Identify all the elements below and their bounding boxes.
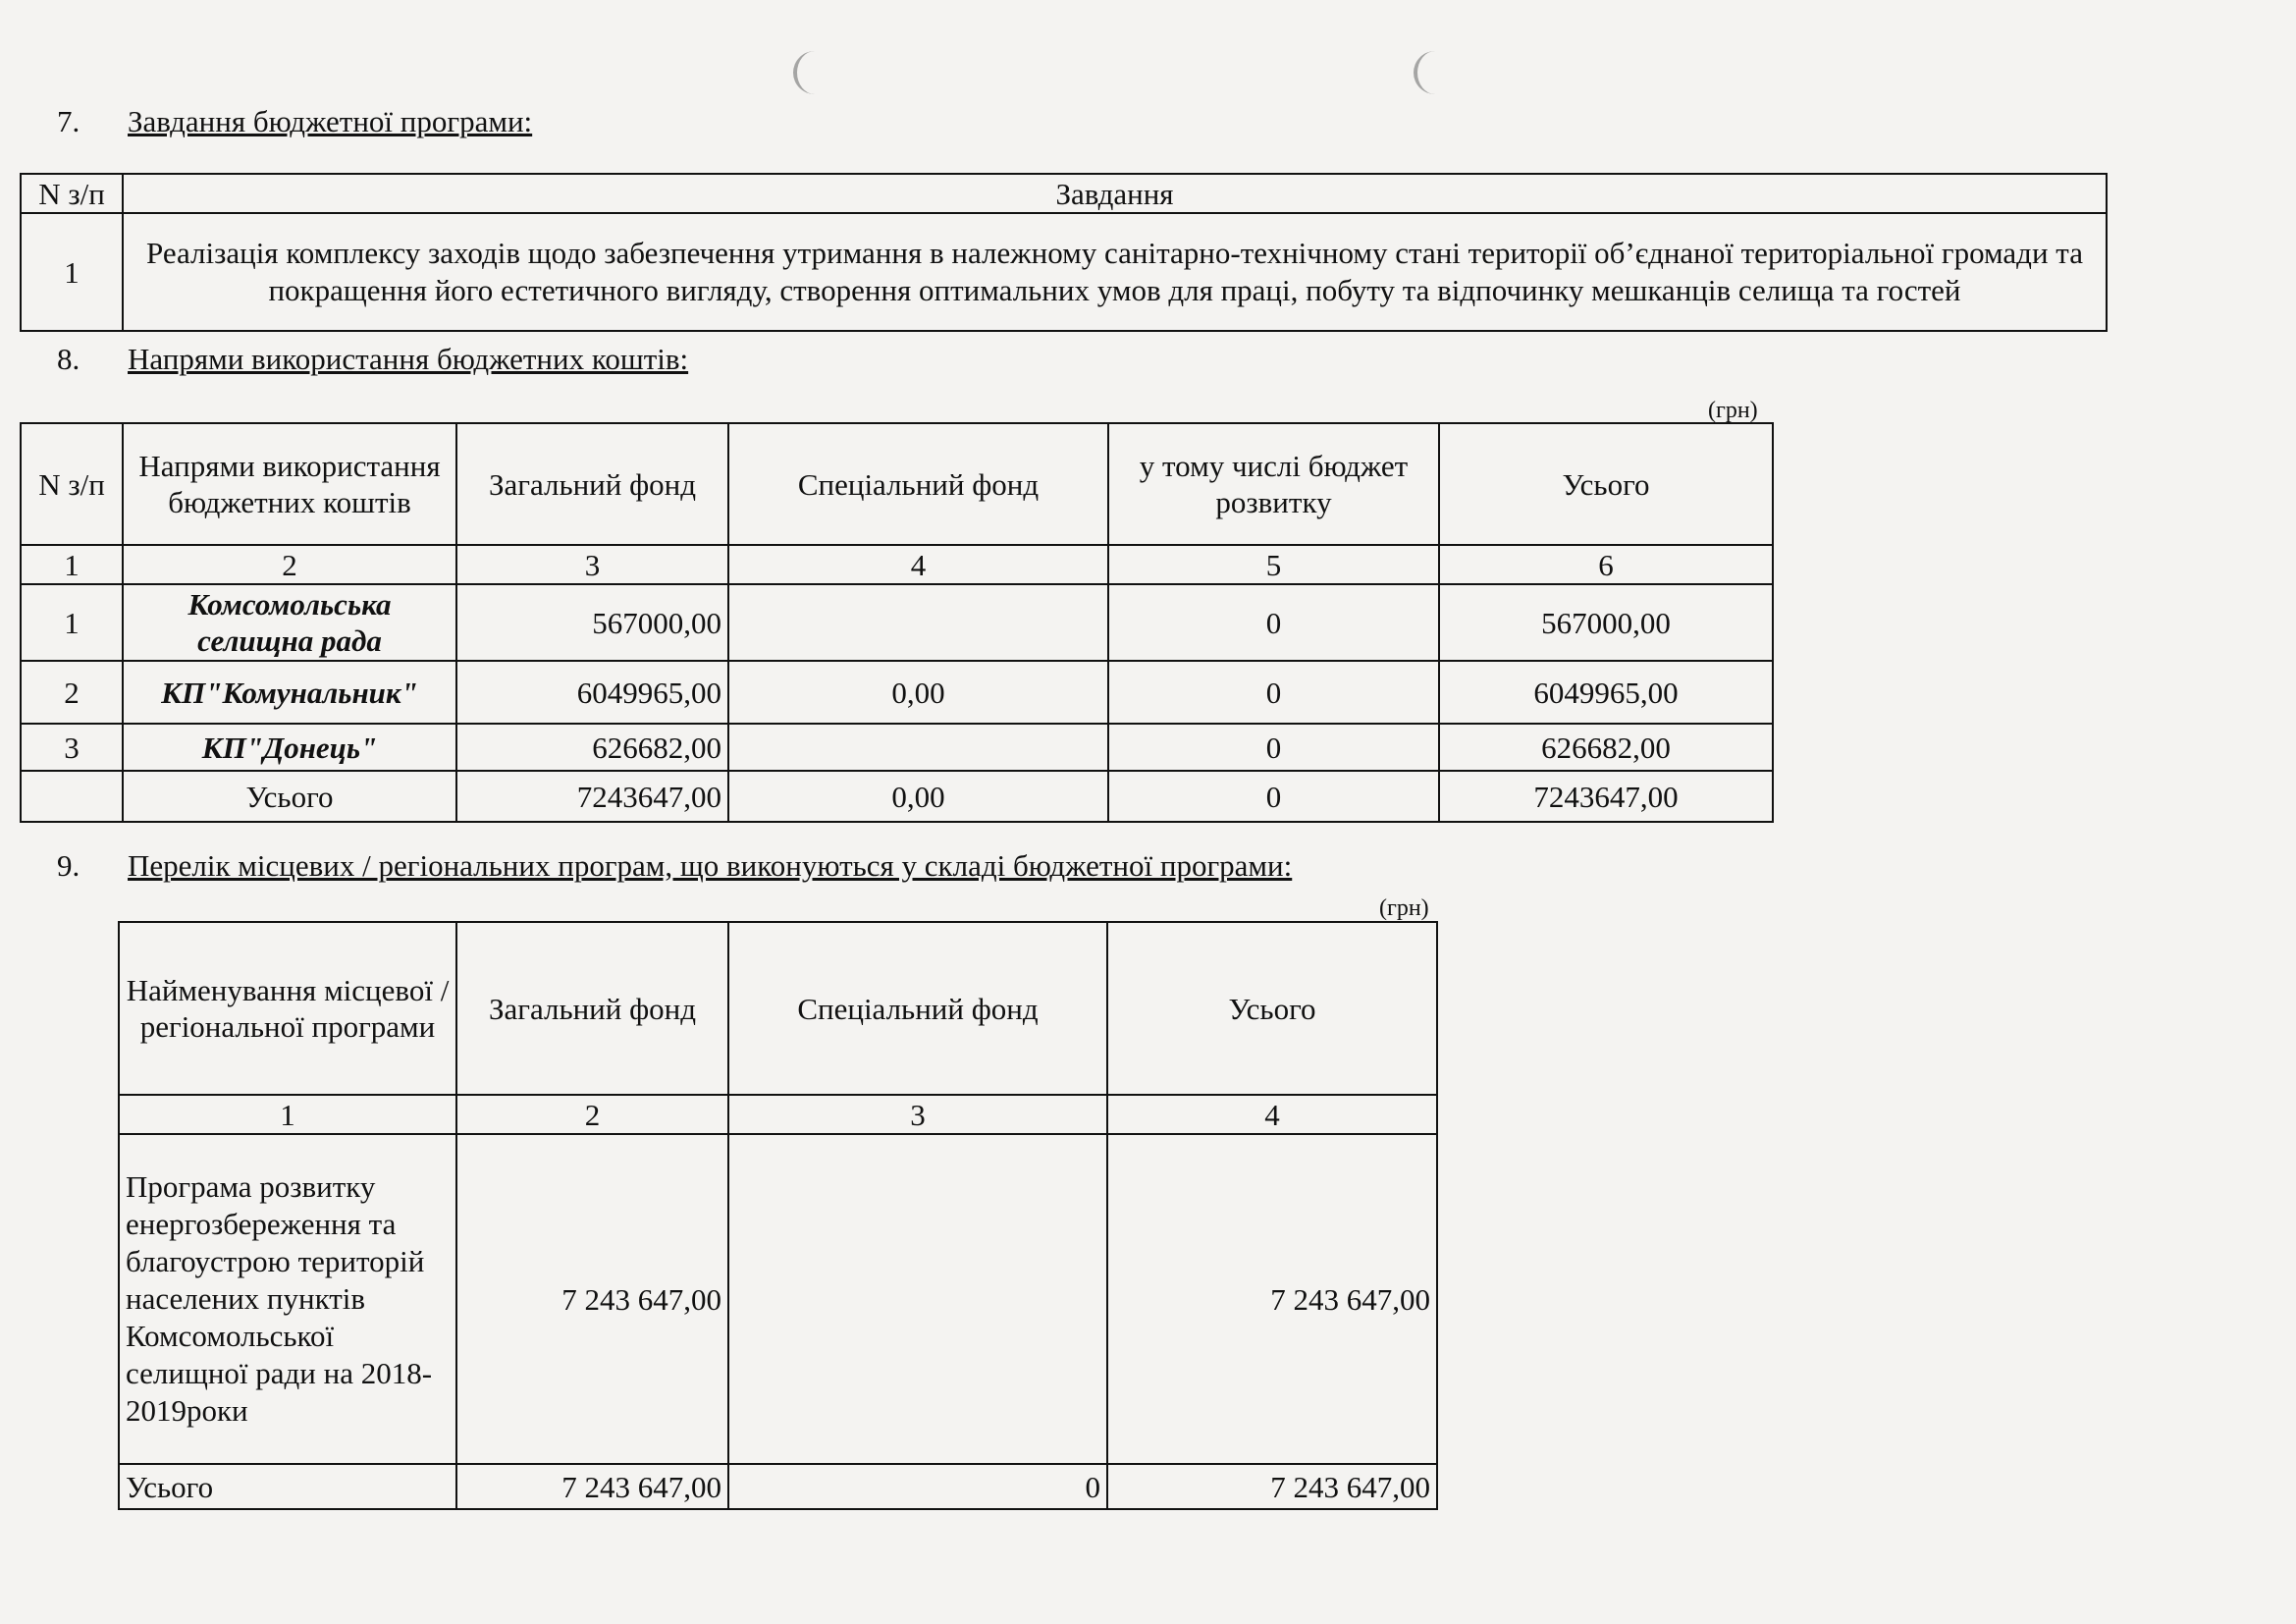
punch-hole-mark xyxy=(1414,51,1457,94)
general-fund-value: 567000,00 xyxy=(456,584,728,661)
local-programs-table xyxy=(118,921,1438,1510)
grand-total: 7243647,00 xyxy=(1439,771,1773,822)
index-cell: 1 xyxy=(21,545,123,584)
header-cell: Напрями використання бюджетних коштів xyxy=(123,423,456,545)
header-cell: N з/п xyxy=(21,174,123,213)
header-cell: N з/п xyxy=(21,423,123,545)
budget-directions-table xyxy=(20,422,1774,823)
section-title: Завдання бюджетної програми: xyxy=(128,104,533,138)
special-fund-value: 0,00 xyxy=(728,661,1108,724)
grand-total: 7 243 647,00 xyxy=(1107,1464,1437,1509)
special-fund-total: 0 xyxy=(728,1464,1107,1509)
section-title: Напрями використання бюджетних коштів: xyxy=(128,342,689,376)
header-cell: Спеціальний фонд xyxy=(728,423,1108,545)
section-number: 9. xyxy=(57,848,80,883)
table-header-row xyxy=(21,423,1773,545)
tasks-table xyxy=(20,173,2108,332)
currency-unit: (грн) xyxy=(1708,398,1758,423)
index-cell: 2 xyxy=(123,545,456,584)
section-9-heading xyxy=(57,848,1292,884)
table-row xyxy=(21,724,1773,771)
total-row xyxy=(119,1464,1437,1509)
row-number: 1 xyxy=(21,584,123,661)
index-cell: 3 xyxy=(456,545,728,584)
index-row xyxy=(119,1095,1437,1134)
header-cell: Найменування місцевої / регіональної програми xyxy=(119,922,456,1095)
general-fund-value: 6049965,00 xyxy=(456,661,728,724)
section-7-heading xyxy=(57,104,532,139)
development-budget-value: 0 xyxy=(1108,584,1439,661)
section-number: 8. xyxy=(57,342,80,376)
header-cell: Спеціальний фонд xyxy=(728,922,1107,1095)
table-row xyxy=(119,1134,1437,1464)
table-header-row xyxy=(119,922,1437,1095)
organization-name: Комсомольська селищна рада xyxy=(123,584,456,661)
index-cell: 4 xyxy=(1107,1095,1437,1134)
index-cell: 5 xyxy=(1108,545,1439,584)
index-cell: 6 xyxy=(1439,545,1773,584)
punch-hole-mark xyxy=(793,51,836,94)
task-text: Реалізація комплексу заходів щодо забезпечення утримання в належному санітарно-технічному стані території об’єднаної територіальної громади та покращення його естетичного вигляду, створення оптимальних умов для праці, побуту та відпочинку мешканців селища та гостей xyxy=(123,213,2107,331)
header-cell: Усього xyxy=(1107,922,1437,1095)
total-row xyxy=(21,771,1773,822)
table-header-row xyxy=(21,174,2107,213)
special-fund-value xyxy=(728,724,1108,771)
total-value: 626682,00 xyxy=(1439,724,1773,771)
organization-name: КП"Донець" xyxy=(123,724,456,771)
index-cell: 4 xyxy=(728,545,1108,584)
index-cell: 2 xyxy=(456,1095,728,1134)
section-8-heading xyxy=(57,342,688,377)
header-cell: Усього xyxy=(1439,423,1773,545)
table-row xyxy=(21,661,1773,724)
row-number: 3 xyxy=(21,724,123,771)
special-fund-value xyxy=(728,1134,1107,1464)
total-value: 567000,00 xyxy=(1439,584,1773,661)
index-cell: 3 xyxy=(728,1095,1107,1134)
header-cell: Загальний фонд xyxy=(456,423,728,545)
general-fund-total: 7 243 647,00 xyxy=(456,1464,728,1509)
index-cell: 1 xyxy=(119,1095,456,1134)
header-cell: Завдання xyxy=(123,174,2107,213)
row-number xyxy=(21,771,123,822)
general-fund-value: 7 243 647,00 xyxy=(456,1134,728,1464)
special-fund-value xyxy=(728,584,1108,661)
table-row xyxy=(21,584,1773,661)
general-fund-total: 7243647,00 xyxy=(456,771,728,822)
total-value: 6049965,00 xyxy=(1439,661,1773,724)
index-row xyxy=(21,545,1773,584)
total-label: Усього xyxy=(119,1464,456,1509)
section-title: Перелік місцевих / регіональних програм, що виконуються у складі бюджетної програми: xyxy=(128,848,1293,883)
development-budget-total: 0 xyxy=(1108,771,1439,822)
section-number: 7. xyxy=(57,104,80,138)
header-cell: у тому числі бюджет розвитку xyxy=(1108,423,1439,545)
development-budget-value: 0 xyxy=(1108,724,1439,771)
row-number: 2 xyxy=(21,661,123,724)
general-fund-value: 626682,00 xyxy=(456,724,728,771)
row-number: 1 xyxy=(21,213,123,331)
organization-name: КП"Комунальник" xyxy=(123,661,456,724)
program-name: Програма розвитку енергозбереження та благоустрою територій населених пунктів Комсомольської селищної ради на 2018-2019роки xyxy=(119,1134,456,1464)
currency-unit: (грн) xyxy=(1379,895,1429,921)
special-fund-total: 0,00 xyxy=(728,771,1108,822)
development-budget-value: 0 xyxy=(1108,661,1439,724)
total-value: 7 243 647,00 xyxy=(1107,1134,1437,1464)
header-cell: Загальний фонд xyxy=(456,922,728,1095)
table-row xyxy=(21,213,2107,331)
total-label: Усього xyxy=(123,771,456,822)
